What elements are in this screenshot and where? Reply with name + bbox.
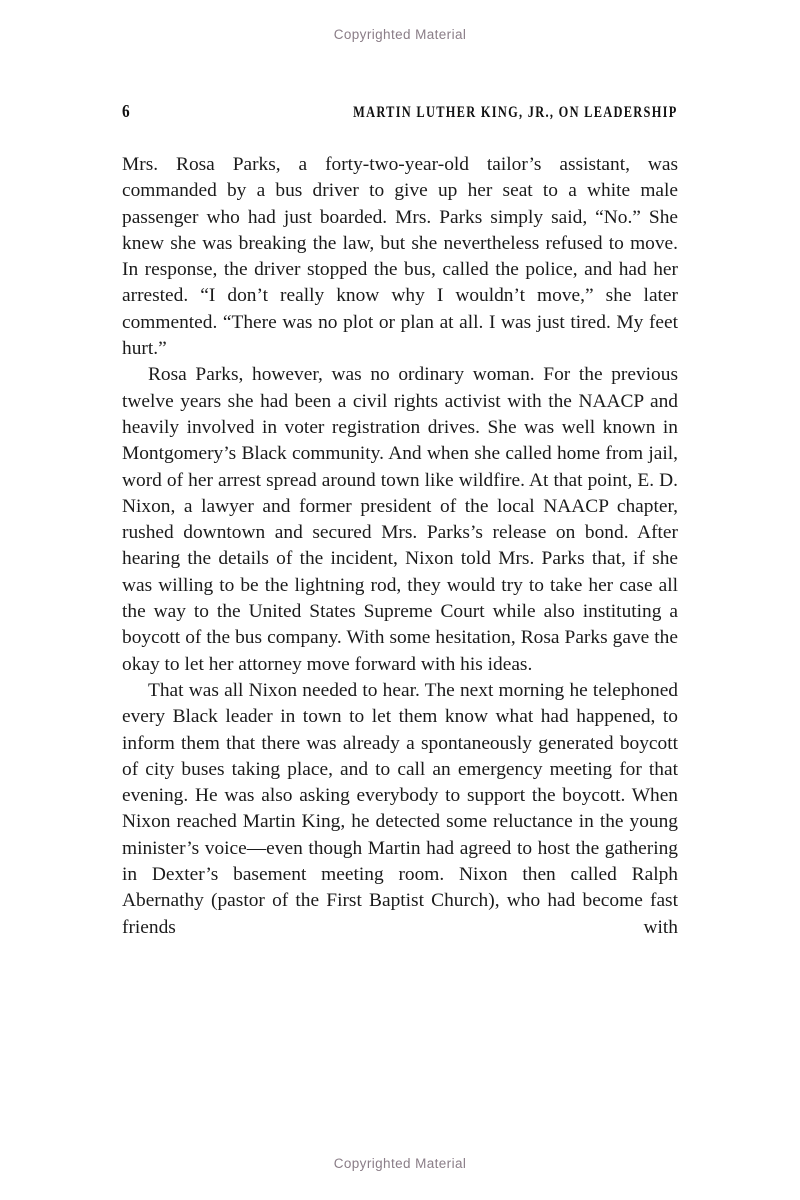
page-number: 6 bbox=[122, 101, 131, 121]
paragraph-1: Mrs. Rosa Parks, a forty-two-year-old tailor’s assistant, was commanded by a bus driver to give up her seat to a white male passenger who had just boarded. Mrs. Parks simply said, “No.” She knew she was breaking the law, but she nevertheless refused to move. In response, the driver stopped the bus, called the police, and had her arrested. “I don’t really know why I wouldn’t move,” she later commented. “There was no plot or plan at all. I was just tired. My feet hurt.” bbox=[122, 154, 678, 360]
copyright-notice-bottom: Copyrighted Material bbox=[333, 1156, 467, 1171]
running-title: MARTIN LUTHER KING, JR., ON LEADERSHIP bbox=[353, 104, 678, 121]
paragraph-3: That was all Nixon needed to hear. The next morning he telephoned every Black leader in town to let them know what had happened, to inform them that there was already a spontaneously generated boycott of city buses taking place, and to call an emergency meeting for that evening. He was also asking everybody to support the boycott. When Nixon reached Martin King, he detected some reluctance in the young minister’s voice—even though Martin had agreed to host the gathering in Dexter’s basement meeting room. Nixon then called Ralph Abernathy (pastor of the First Baptist Church), who had become fast friends with bbox=[122, 679, 678, 938]
page-header bbox=[122, 101, 678, 122]
copyright-notice-top: Copyrighted Material bbox=[333, 27, 467, 42]
body-text bbox=[122, 152, 678, 941]
paragraph-2: Rosa Parks, however, was no ordinary woman. For the previous twelve years she had been a civil rights activist with the NAACP and heavily involved in voter registration drives. She was well known in Montgomery’s Black community. And when she called home from jail, word of her arrest spread around town like wildfire. At that point, E. D. Nixon, a lawyer and former president of the local NAACP chapter, rushed downtown and secured Mrs. Parks’s release on bond. After hearing the details of the incident, Nixon told Mrs. Parks that, if she was willing to be the lightning rod, they would try to take her case all the way to the United States Supreme Court while also instituting a boycott of the bus company. With some hesitation, Rosa Parks gave the okay to let her attorney move forward with his ideas. bbox=[122, 364, 678, 675]
book-page-content bbox=[122, 101, 678, 941]
